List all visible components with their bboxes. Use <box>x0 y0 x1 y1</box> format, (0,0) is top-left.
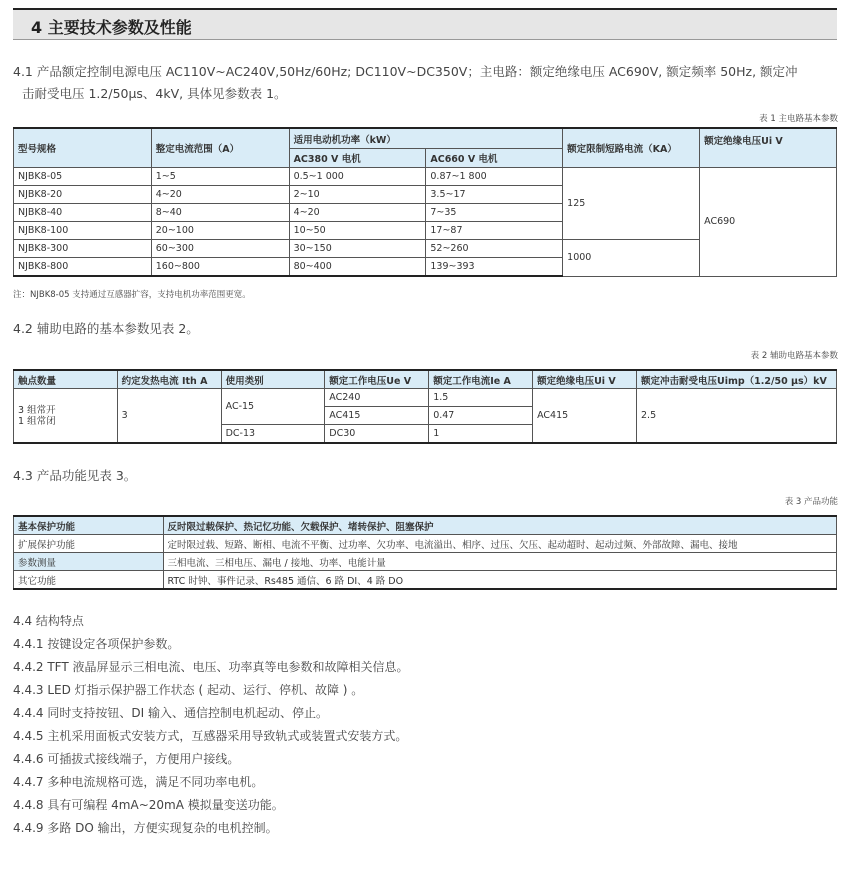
paragraph-4-2: 4.2 辅助电路的基本参数见表 2。 <box>13 321 199 336</box>
cell-category: AC-15 <box>221 389 325 425</box>
cell-ac660: 52~260 <box>426 240 563 258</box>
feature-heading: 4.4 结构特点 <box>13 614 84 628</box>
function-table <box>13 515 837 590</box>
cell-uimp: 2.5 <box>637 389 837 444</box>
cell-ui: AC415 <box>533 389 637 444</box>
feature-item: 4.4.8 具有可编程 4mA~20mA 模拟量变送功能。 <box>13 798 284 812</box>
cell-model: NJBK8-20 <box>14 186 152 204</box>
cell-short-circuit: 1000 <box>563 240 700 277</box>
cell-ac380: 0.5~1 000 <box>289 168 426 186</box>
header-current-range: 整定电流范围（A） <box>151 128 289 168</box>
cell-ue: AC415 <box>325 407 429 425</box>
feature-list <box>13 610 409 840</box>
paragraph-4-3: 4.3 产品功能见表 3。 <box>13 468 137 483</box>
contacts-line: 1 组常闭 <box>18 415 56 427</box>
cell-ith: 3 <box>117 389 221 444</box>
cell-model: NJBK8-100 <box>14 222 152 240</box>
cell-range: 1~5 <box>151 168 289 186</box>
table-caption: 表 3 产品功能 <box>784 497 838 507</box>
cell-ac380: 30~150 <box>289 240 426 258</box>
header-ac380: AC380 V 电机 <box>289 149 426 168</box>
cell-ac660: 3.5~17 <box>426 186 563 204</box>
cell-short-circuit: 125 <box>563 168 700 240</box>
cell-function-label: 基本保护功能 <box>14 516 164 535</box>
cell-ac380: 2~10 <box>289 186 426 204</box>
table-row <box>14 516 837 535</box>
contacts-line: 3 组常开 <box>18 404 56 416</box>
cell-range: 160~800 <box>151 258 289 277</box>
header-model: 型号规格 <box>14 128 152 168</box>
cell-range: 8~40 <box>151 204 289 222</box>
cell-function-value: 定时限过载、短路、断相、电流不平衡、过功率、欠功率、电流溢出、相序、过压、欠压、起动超时、起动过频、外部故障、漏电、接地 <box>163 535 836 553</box>
cell-model: NJBK8-40 <box>14 204 152 222</box>
cell-function-value: RTC 时钟、事件记录、Rs485 通信、6 路 DI、4 路 DO <box>163 571 836 590</box>
paragraph-4-1 <box>13 61 798 105</box>
cell-ac380: 80~400 <box>289 258 426 277</box>
cell-ac660: 0.87~1 800 <box>426 168 563 186</box>
header-category: 使用类别 <box>221 370 325 389</box>
feature-item: 4.4.9 多路 DO 输出，方便实现复杂的电机控制。 <box>13 821 278 835</box>
section-title: 4 主要技术参数及性能 <box>31 18 192 37</box>
cell-function-value: 三相电流、三相电压、漏电 / 接地、功率、电能计量 <box>163 553 836 571</box>
aux-circuit-table <box>13 369 837 444</box>
cell-ac380: 4~20 <box>289 204 426 222</box>
header-contacts: 触点数量 <box>14 370 118 389</box>
cell-ue: DC30 <box>325 425 429 444</box>
header-ue: 额定工作电压Ue V <box>325 370 429 389</box>
cell-function-value: 反时限过载保护、热记忆功能、欠载保护、堵转保护、阻塞保护 <box>163 516 836 535</box>
header-ui: 额定绝缘电压Ui V <box>533 370 637 389</box>
cell-category: DC-13 <box>221 425 325 444</box>
cell-ac660: 17~87 <box>426 222 563 240</box>
cell-ie: 1.5 <box>429 389 533 407</box>
header-ie: 额定工作电流Ie A <box>429 370 533 389</box>
table-row <box>14 553 837 571</box>
feature-item: 4.4.7 多种电流规格可选，满足不同功率电机。 <box>13 775 264 789</box>
cell-ie: 0.47 <box>429 407 533 425</box>
cell-ue: AC240 <box>325 389 429 407</box>
cell-model: NJBK8-300 <box>14 240 152 258</box>
cell-model: NJBK8-05 <box>14 168 152 186</box>
paragraph-line: 4.1 产品额定控制电源电压 AC110V~AC240V,50Hz/60Hz; DC110V~DC350V；主电路：额定绝缘电压 AC690V, 额定频率 50Hz, 额定冲 <box>13 64 798 79</box>
table-caption: 表 1 主电路基本参数 <box>759 114 838 124</box>
feature-item: 4.4.4 同时支持按钮、DI 输入、通信控制电机起动、停止。 <box>13 706 328 720</box>
cell-ac660: 139~393 <box>426 258 563 277</box>
header-short-circuit: 额定限制短路电流（KA） <box>563 128 700 168</box>
cell-ie: 1 <box>429 425 533 444</box>
section-header <box>13 8 837 40</box>
cell-range: 4~20 <box>151 186 289 204</box>
header-ac660: AC660 V 电机 <box>426 149 563 168</box>
table-row <box>14 571 837 590</box>
cell-contacts <box>14 389 118 444</box>
cell-function-label: 扩展保护功能 <box>14 535 164 553</box>
feature-item: 4.4.1 按键设定各项保护参数。 <box>13 637 180 651</box>
feature-item: 4.4.3 LED 灯指示保护器工作状态 ( 起动、运行、停机、故障 ) 。 <box>13 683 364 697</box>
header-motor-power: 适用电动机功率（kW） <box>289 128 563 149</box>
feature-item: 4.4.6 可插拔式接线端子，方便用户接线。 <box>13 752 240 766</box>
cell-function-label: 参数测量 <box>14 553 164 571</box>
header-ith: 约定发热电流 Ith A <box>117 370 221 389</box>
paragraph-line: 击耐受电压 1.2/50μs、4kV, 具体见参数表 1。 <box>22 86 287 101</box>
cell-range: 60~300 <box>151 240 289 258</box>
feature-item: 4.4.2 TFT 液晶屏显示三相电流、电压、功率真等电参数和故障相关信息。 <box>13 660 409 674</box>
cell-ac660: 7~35 <box>426 204 563 222</box>
table-note: 注：NJBK8-05 支持通过互感器扩容，支持电机功率范围更宽。 <box>13 290 251 300</box>
main-circuit-table <box>13 127 837 277</box>
table-row <box>14 168 837 186</box>
cell-function-label: 其它功能 <box>14 571 164 590</box>
header-insulation: 额定绝缘电压Ui V <box>700 128 837 168</box>
cell-insulation: AC690 <box>700 168 837 277</box>
table-row <box>14 389 837 407</box>
cell-ac380: 10~50 <box>289 222 426 240</box>
table-caption: 表 2 辅助电路基本参数 <box>750 351 838 361</box>
table-row <box>14 535 837 553</box>
cell-range: 20~100 <box>151 222 289 240</box>
header-uimp: 额定冲击耐受电压Uimp（1.2/50 μs）kV <box>637 370 837 389</box>
feature-item: 4.4.5 主机采用面板式安装方式，互感器采用导致轨式或装置式安装方式。 <box>13 729 408 743</box>
cell-model: NJBK8-800 <box>14 258 152 277</box>
